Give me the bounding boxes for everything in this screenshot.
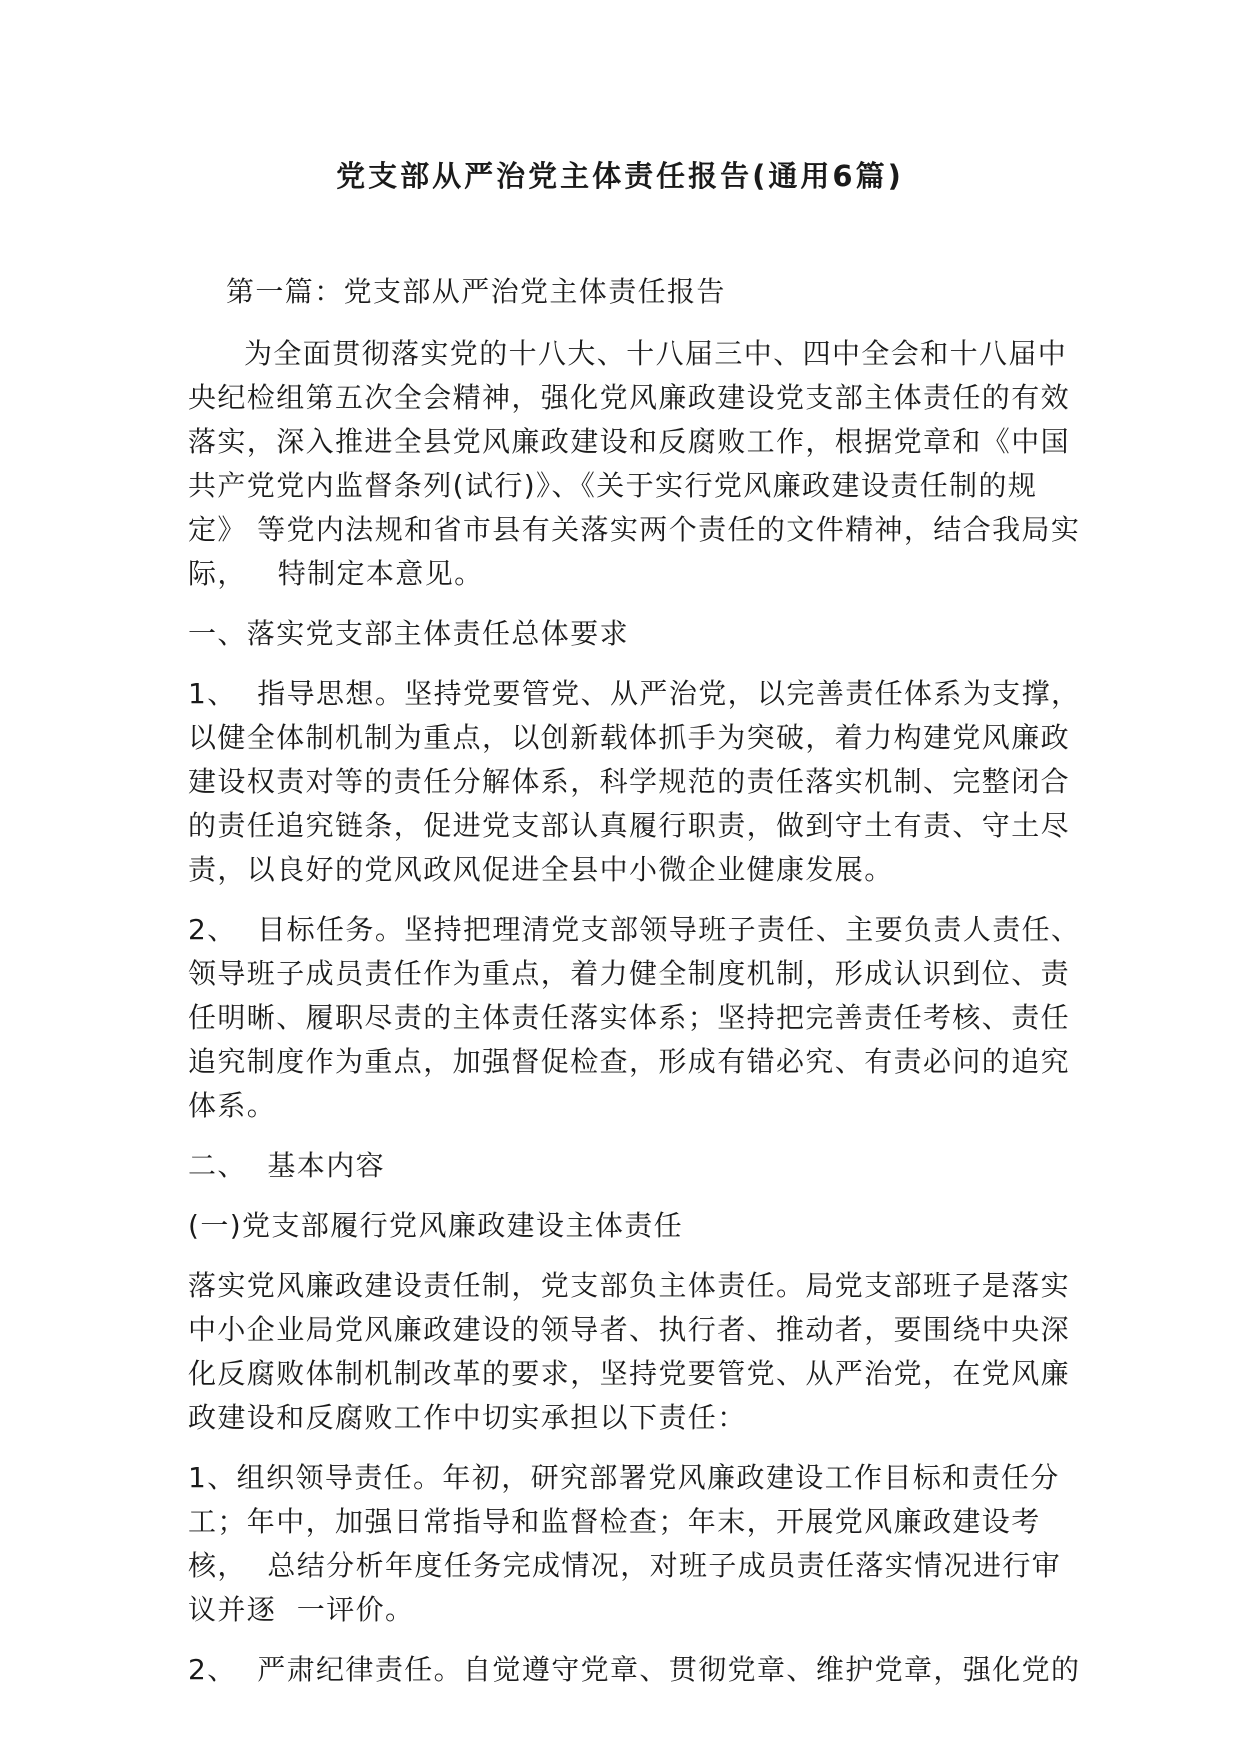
- paragraph-guiding-ideology: 1、 指导思想。坚持党要管党、从严治党，以完善责任体系为支撑， 以健全体制机制为重点，以创新载体抓手为突破，着力构建党风廉政 建设权责对等的责任分解体系，科学规范的责任落实机制、完整闭合 的责任追究链条，促进党支部认真履行职责，做到守土有责、守土尽 责，以良好的党风政风促进全县中小微企业健康发展。: [188, 677, 1102, 886]
- section-heading-part-one: 第一篇：党支部从严治党主体责任报告: [226, 275, 726, 308]
- paragraph-target-tasks: 2、 目标任务。坚持把理清党支部领导班子责任、主要负责人责任、 领导班子成员责任作为重点，着力健全制度机制，形成认识到位、责 任明晰、履职尽责的主体责任落实体系；坚持把完善责任考核、责任 追究制度作为重点，加强督促检查，形成有错必究、有责必问的追究 体系。: [188, 913, 1102, 1122]
- intro-paragraph: 为全面贯彻落实党的十八大、十八届三中、四中全会和十八届中央纪检组第五次全会精神，强化党风廉政建设党支部主体责任的有效落实，深入推进全县党风廉政建设和反腐败工作，根据党章和《中国共产党党内监督条列(试行)》、《关于实行党风廉政建设责任制的规定》 等党内法规和省市县有关落实两个责任的文件精神，结合我局实际， 特制定本意见。: [188, 337, 1081, 590]
- paragraph-discipline-responsibility: 2、 严肃纪律责任。自觉遵守党章、贯彻党章、维护党章，强化党的: [188, 1653, 1081, 1686]
- heading-overall-requirements: 一、落实党支部主体责任总体要求: [188, 617, 630, 650]
- heading-basic-content: 二、 基本内容: [188, 1149, 386, 1182]
- document-body: [188, 270, 1102, 1708]
- paragraph-responsibility-system: 落实党风廉政建设责任制，党支部负主体责任。局党支部班子是落实中小企业局党风廉政建设的领导者、执行者、推动者，要围绕中央深化反腐败体制机制改革的要求，坚持党要管党、从严治党，在党风廉政建设和反腐败工作中切实承担以下责任：: [188, 1269, 1071, 1434]
- paragraph-organizational-leadership: 1、组织领导责任。年初，研究部署党风廉政建设工作目标和责任分工；年中，加强日常指导和监督检查；年末，开展党风廉政建设考核， 总结分析年度任务完成情况，对班子成员责任落实情况进行审议并逐 一评价。: [188, 1461, 1062, 1626]
- heading-party-branch-responsibility: (一)党支部履行党风廉政建设主体责任: [188, 1209, 684, 1242]
- document-title: 党支部从严治党主体责任报告(通用6篇): [336, 159, 904, 193]
